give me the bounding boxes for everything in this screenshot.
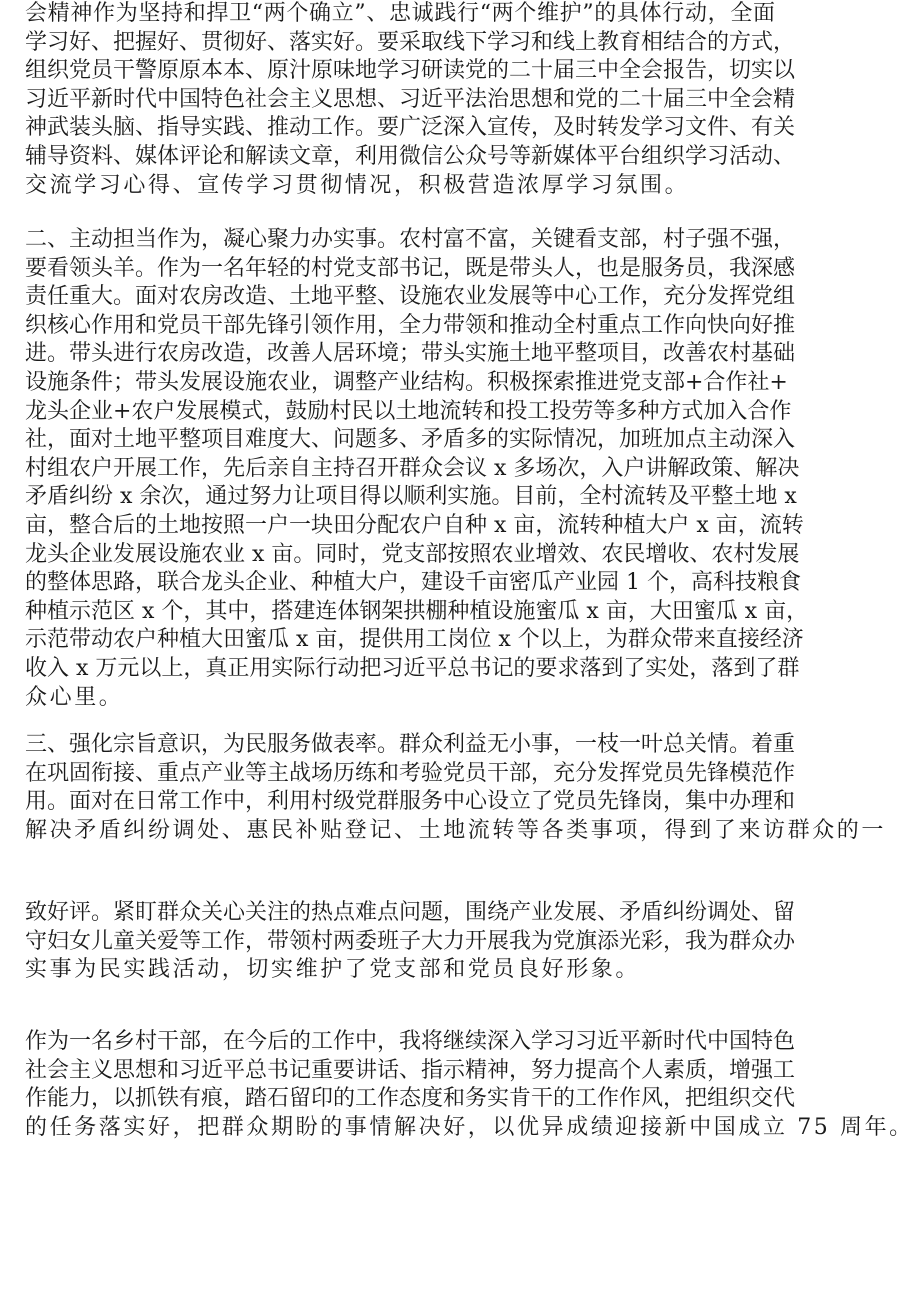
text-line: 守妇女儿童关爱等工作，带领村两委班子大力开展我为党旗添光彩，我为群众办 (25, 928, 796, 954)
paragraph-section-three-continued (25, 899, 796, 985)
text-line: 交流学习心得、宣传学习贯彻情况，积极营造浓厚学习氛围。 (25, 172, 690, 198)
text-line: 收入 x 万元以上，真正用实际行动把习近平总书记的要求落到了实处，落到了群 (25, 655, 800, 681)
text-line: 村组农户开展工作，先后亲自主持召开群众会议 x 多场次，入户讲解政策、解决 (25, 455, 800, 481)
text-line: 三、强化宗旨意识，为民服务做表率。群众利益无小事，一枝一叶总关情。着重 (25, 732, 796, 757)
text-line: 二、主动担当作为，凝心聚力办实事。农村富不富，关键看支部，村子强不强， (25, 227, 796, 252)
text-line: 要看领头羊。作为一名年轻的村党支部书记，既是带头人，也是服务员，我深感 (25, 255, 796, 281)
text-line: 社，面对土地平整项目难度大、问题多、矛盾多的实际情况，加班加点主动深入 (25, 427, 796, 453)
text-line: 众心里。 (25, 684, 124, 710)
text-line: 设施条件；带头发展设施农业，调整产业结构。积极探索推进党支部+合作社+ (25, 369, 788, 395)
text-line: 解决矛盾纠纷调处、惠民补贴登记、土地流转等各类事项，得到了来访群众的一 (25, 817, 887, 843)
text-line: 作能力，以抓铁有痕，踏石留印的工作态度和务实肯干的工作作风，把组织交代 (25, 1086, 796, 1112)
text-line: 组织党员干警原原本本、原汁原味地学习研读党的二十届三中全会报告，切实以 (25, 58, 796, 84)
text-line: 的整体思路，联合龙头企业、种植大户，建设千亩密瓜产业园 1 个，高科技粮食 (25, 570, 801, 596)
text-line: 会精神作为坚持和捍卫“两个确立”、忠诚践行“两个维护”的具体行动，全面 (25, 1, 775, 26)
text-line: 示范带动农户种植大田蜜瓜 x 亩，提供用工岗位 x 个以上，为群众带来直接经济 (25, 627, 804, 653)
text-line: 矛盾纠纷 x 余次，通过努力让项目得以顺利实施。目前，全村流转及平整土地 x (25, 484, 797, 510)
text-line: 龙头企业+农户发展模式，鼓励村民以土地流转和投工投劳等多种方式加入合作 (25, 398, 792, 424)
text-line: 在巩固衔接、重点产业等主战场历练和考验党员干部，充分发挥党员先锋模范作 (25, 760, 796, 786)
paragraph-study-implementation (25, 0, 796, 200)
paragraph-conclusion (25, 1028, 914, 1142)
text-line: 龙头企业发展设施农业 x 亩。同时，党支部按照农业增效、农民增收、农村发展 (25, 541, 800, 567)
text-line: 亩，整合后的土地按照一户一块田分配农户自种 x 亩，流转种植大户 x 亩，流转 (25, 512, 804, 538)
paragraph-section-two-take-responsibility (25, 226, 809, 712)
text-line: 神武装头脑、指导实践、推动工作。要广泛深入宣传，及时转发学习文件、有关 (25, 115, 796, 141)
text-line: 辅导资料、媒体评论和解读文章，利用微信公众号等新媒体平台组织学习活动、 (25, 143, 796, 169)
text-line: 用。面对在日常工作中，利用村级党群服务中心设立了党员先锋岗，集中办理和 (25, 789, 796, 815)
text-line: 学习好、把握好、贯彻好、落实好。要采取线下学习和线上教育相结合的方式， (25, 29, 796, 55)
text-line: 进。带头进行农房改造，改善人居环境；带头实施土地平整项目，改善农村基础 (25, 341, 796, 367)
text-line: 致好评。紧盯群众关心关注的热点难点问题，围绕产业发展、矛盾纠纷调处、留 (25, 900, 796, 925)
text-line: 实事为民实践活动，切实维护了党支部和党员良好形象。 (25, 957, 641, 983)
text-line: 织核心作用和党员干部先锋引领作用，全力带领和推动全村重点工作向快向好推 (25, 312, 796, 338)
paragraph-section-three-serve-people (25, 731, 887, 845)
text-line: 作为一名乡村干部，在今后的工作中，我将继续深入学习习近平新时代中国特色 (25, 1029, 796, 1054)
text-line: 的任务落实好，把群众期盼的事情解决好，以优异成绩迎接新中国成立 75 周年。 (25, 1114, 914, 1140)
text-line: 社会主义思想和习近平总书记重要讲话、指示精神，努力提高个人素质，增强工 (25, 1057, 796, 1083)
text-line: 习近平新时代中国特色社会主义思想、习近平法治思想和党的二十届三中全会精 (25, 86, 796, 112)
text-line: 种植示范区 x 个，其中，搭建连体钢架拱棚种植设施蜜瓜 x 亩，大田蜜瓜 x 亩， (25, 598, 809, 624)
text-line: 责任重大。面对农房改造、土地平整、设施农业发展等中心工作，充分发挥党组 (25, 284, 796, 310)
